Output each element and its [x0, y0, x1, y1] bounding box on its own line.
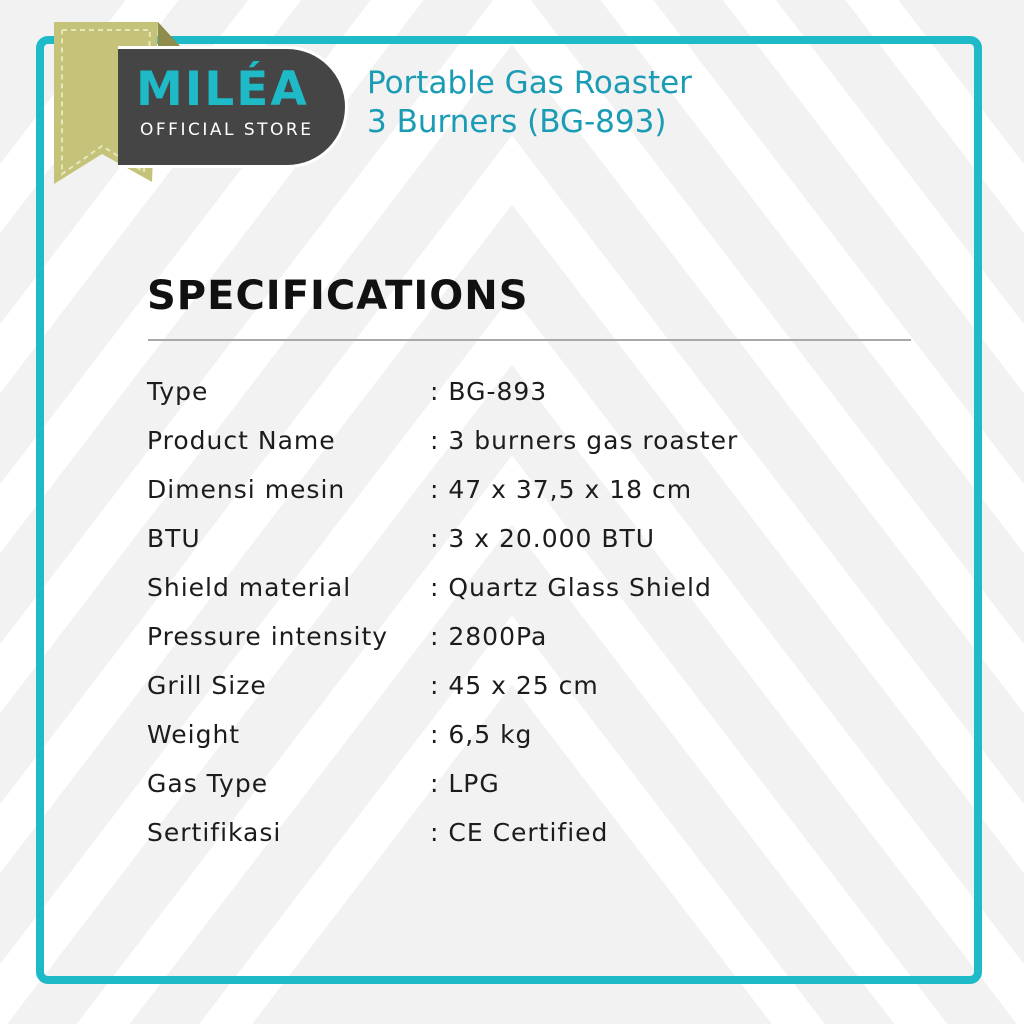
spec-value: : CE Certified	[430, 818, 609, 847]
spec-label: Dimensi mesin	[147, 475, 346, 504]
spec-label: Product Name	[147, 426, 336, 455]
specifications-heading: SPECIFICATIONS	[147, 273, 529, 319]
product-title-line1: Portable Gas Roaster	[367, 65, 692, 101]
spec-row-btu	[147, 514, 907, 563]
spec-value: : BG-893	[430, 377, 548, 406]
spec-row-pressure	[147, 612, 907, 661]
spec-value: : Quartz Glass Shield	[430, 573, 712, 602]
brand-logo: MILÉA	[136, 62, 309, 117]
spec-row-weight	[147, 710, 907, 759]
spec-row-product-name	[147, 416, 907, 465]
spec-value: : 6,5 kg	[430, 720, 533, 749]
spec-row-dimensions	[147, 465, 907, 514]
spec-value: : 3 x 20.000 BTU	[430, 524, 656, 553]
spec-row-type	[147, 367, 907, 416]
spec-value: : 45 x 25 cm	[430, 671, 599, 700]
product-title-line2: 3 Burners (BG-893)	[367, 104, 667, 140]
spec-row-grill-size	[147, 661, 907, 710]
spec-value: : LPG	[430, 769, 500, 798]
spec-row-certification	[147, 808, 907, 857]
spec-label: BTU	[147, 524, 201, 553]
spec-row-gas-type	[147, 759, 907, 808]
spec-row-shield-material	[147, 563, 907, 612]
spec-value: : 2800Pa	[430, 622, 548, 651]
spec-label: Type	[147, 377, 209, 406]
spec-value: : 47 x 37,5 x 18 cm	[430, 475, 693, 504]
spec-label: Shield material	[147, 573, 352, 602]
spec-label: Gas Type	[147, 769, 269, 798]
divider	[148, 339, 911, 341]
spec-label: Pressure intensity	[147, 622, 389, 651]
brand-subtitle: OFFICIAL STORE	[140, 120, 314, 140]
spec-label: Grill Size	[147, 671, 267, 700]
spec-value: : 3 burners gas roaster	[430, 426, 739, 455]
spec-table	[147, 367, 907, 857]
spec-label: Sertifikasi	[147, 818, 282, 847]
spec-label: Weight	[147, 720, 241, 749]
product-title	[367, 64, 867, 142]
